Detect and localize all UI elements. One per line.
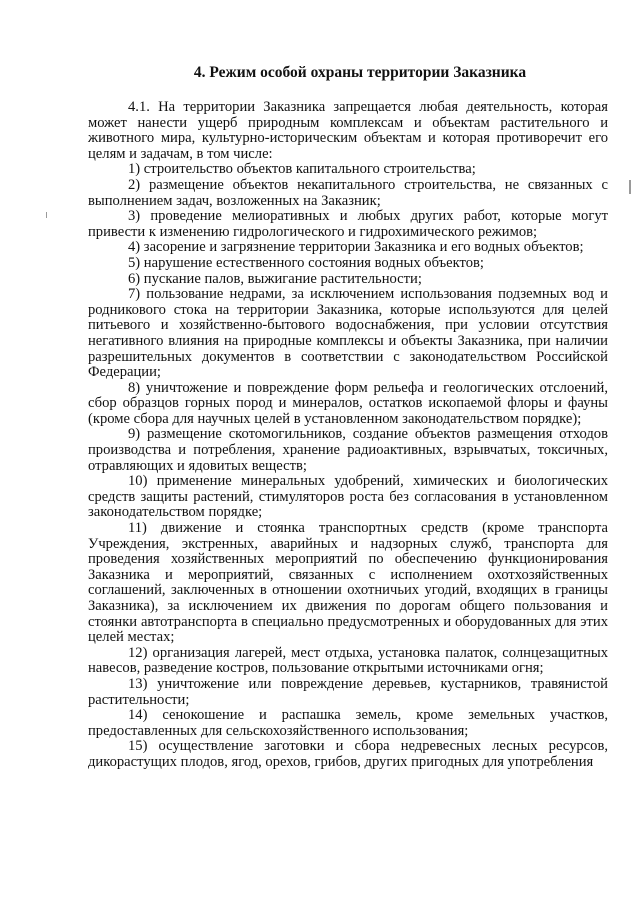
section-heading: 4. Режим особой охраны территории Заказника (193, 64, 527, 81)
list-item-6: 6) пускание палов, выжигание растительности; (128, 270, 422, 287)
list-item-4: 4) засорение и загрязнение территории Заказника и его водных объектов; (128, 239, 584, 256)
list-item-14: 14) сенокошение и распашка земель, кроме земельных участков, предоставленных для сельскохозяйственного использования; (88, 707, 608, 739)
list-item-10: 10) применение минеральных удобрений, химических и биологических средств защиты растений, стимуляторов роста без согласования в установленном законодательством порядке; (88, 473, 608, 521)
list-item-13: 13) уничтожение или повреждение деревьев, кустарников, травянистой растительности; (88, 675, 608, 708)
list-item-7: 7) пользование недрами, за исключением использования подземных вод и родникового стока на территории Заказника, которые используются для целей питьевого и хозяйственно-бытового водоснабжения, при условии отсутствия негативного влияния на природные комплексы и объекты Заказника, при наличии разрешительных документов в соответствии с законодательством Российской Федерации; (88, 286, 608, 381)
scan-artifact-mark (629, 180, 631, 194)
list-item-15: 15) осуществление заготовки и сбора недревесных лесных ресурсов, дикорастущих плодов, ягод, орехов, грибов, других пригодных для употребления (88, 738, 608, 770)
list-item-2: 2) размещение объектов некапитального строительства, не связанных с выполнением задач, возложенных на Заказник; (88, 176, 608, 209)
list-item-11: 11) движение и стоянка транспортных средств (кроме транспорта Учреждения, экстренных, аварийных и надзорных служб, транспорта для проведения хозяйственных мероприятий по обеспечению функционирования Заказника и мероприятий, связанных с исполнением охотхозяйственных соглашений, заключенных в отношении охотничьих угодий, входящих в границы Заказника), за исключением их движения по дорогам общего пользования и стоянки автотранспорта в специально предусмотренных и оборудованных для этих целей местах; (88, 520, 608, 646)
paragraph-intro: 4.1. На территории Заказника запрещается любая деятельность, которая может нанести ущерб природным комплексам и объектам растительного и животного мира, культурно-историческим объектам и которая противоречит его целям и задачам, в том числе: (88, 99, 608, 162)
list-item-8: 8) уничтожение и повреждение форм рельефа и геологических отслоений, сбор образцов горных пород и минералов, остатков ископаемой флоры и фауны (кроме сбора для научных целей в установленном законодательством порядке); (88, 379, 608, 427)
list-item-9: 9) размещение скотомогильников, создание объектов размещения отходов производства и потребления, хранение радиоактивных, взрывчатых, токсичных, отравляющих и ядовитых веществ; (88, 426, 608, 474)
list-item-3: 3) проведение мелиоративных и любых других работ, которые могут привести к изменению гидрологического и гидрохимического режимов; (88, 208, 608, 240)
scan-artifact-mark (46, 212, 47, 218)
list-item-5: 5) нарушение естественного состояния водных объектов; (128, 254, 484, 271)
document-body (88, 100, 608, 771)
list-item-1: 1) строительство объектов капитального строительства; (128, 161, 476, 178)
list-item-12: 12) организация лагерей, мест отдыха, установка палаток, солнцезащитных навесов, разведение костров, пользование открытыми источниками огня; (88, 644, 608, 677)
